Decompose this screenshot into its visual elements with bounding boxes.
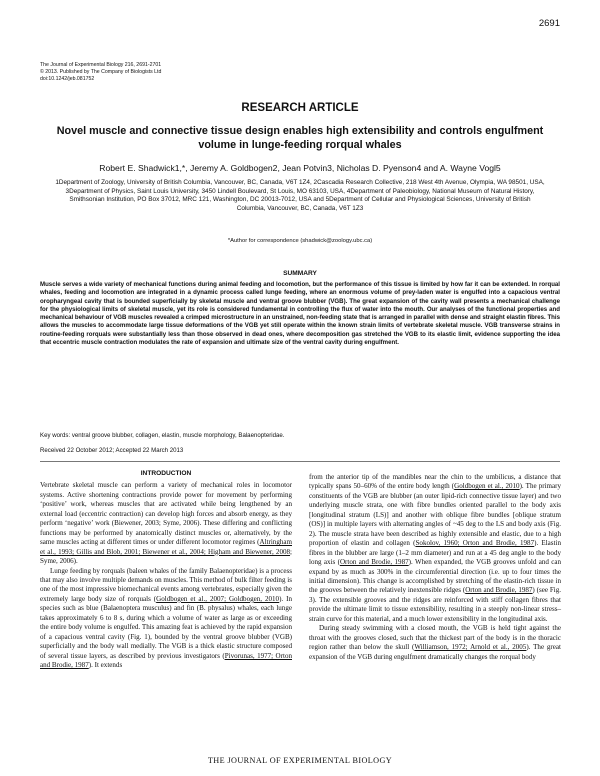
copyright-line: © 2013. Published by The Company of Biologists Ltd (40, 69, 162, 75)
section-divider (40, 461, 560, 462)
affiliations: 1Department of Zoology, University of British Columbia, Vancouver, BC, Canada, V6T 1Z4, 2Cascadia Research Collective, 218 West 4th Avenue, Olympia, WA 98501, USA, 3Department of Physics, Saint Louis University, 3450 Lindell Boulevard, St Louis, MO 63103, USA, 4Department of Paleobiology, National Museum of Natural History, Smithsonian Institution, PO Box 37012, MRC 121, Washington, DC 20013-7012, USA and 5Department of Cellular and Physiological Sciences, University of British Columbia, Vancouver, BC, Canada, V6T 1Z3 (55, 179, 545, 212)
summary-heading: SUMMARY (283, 270, 317, 277)
citation-link[interactable]: Goldbogen et al., 2010 (454, 482, 520, 491)
citation-link[interactable]: Williamson, 1972; Arnold et al., 2005 (414, 643, 527, 652)
received-dates: Received 22 October 2012; Accepted 22 March 2013 (40, 447, 184, 454)
citation-link[interactable]: Sokolov, 1960; Orton and Brodie, 1987 (415, 539, 535, 548)
introduction-heading: INTRODUCTION (140, 470, 192, 477)
correspondence[interactable]: *Author for correspondence (shadwick@zoology.ubc.ca) (227, 238, 373, 244)
paragraph: Lunge feeding by rorquals (baleen whales of the family Balaenopteridae) is a process that may also involve multiple demands on muscles. This method of bulk filter feeding is one of the most impressive biomechanical events among vertebrates, especially given the extremely large body size of rorquals (Goldbogen et al., 2007; Goldbogen, 2010). In species such as blue (Balaenoptera musculus) and fin (B. physalus) whales, each lunge takes approximately 6 to 8 s, during which a volume of water as large as or exceeding the entire body volume is engulfed. This amazing feat is achieved by the rapid expansion of a capacious ventral cavity (Fig. 1), bounded by the ventral groove blubber (VGB) superficially and the body wall medially. The VGB is a thick elastic structure composed of several tissue layers, as described by previous investigators (Pivorunas, 1977; Orton and Brodie, 1987). It extends (40, 566, 292, 670)
keywords: Key words: ventral groove blubber, collagen, elastin, muscle morphology, Balaenopteridae. (40, 432, 285, 439)
journal-meta (40, 62, 161, 83)
citation-link[interactable]: Orton and Brodie, 1987 (465, 586, 533, 595)
journal-footer: THE JOURNAL OF EXPERIMENTAL BIOLOGY (207, 756, 393, 765)
paragraph: Vertebrate skeletal muscle can perform a variety of mechanical roles in locomotor systems. Active shortening contractions provide power for movement by performing ‘positive’ work, whereas muscles that are activated while being lengthened by an external load (eccentric contraction) can develop high forces and absorb energy, as they perform ‘negative’ work (Biewener, 2003; Syme, 2006). These differing and conflicting functions may be performed by anatomically distinct muscles or, alternatively, by the same muscles acting at different times or under different locomotor regimes (Altringham et al., 1993; Gillis and Blob, 2001; Biewener et al., 2004; Higham and Biewener, 2008; Syme, 2006). (40, 481, 292, 566)
body-column-right (309, 473, 561, 662)
paragraph: from the anterior tip of the mandibles near the chin to the umbilicus, a distance that typically spans 50–60% of the entire body length (Goldbogen et al., 2010). The primary constituents of the VGB are blubber (an outer lipid-rich connective tissue layer) and two underlying muscle strata, one with fibre bundles oriented parallel to the body axis [longitudinal stratum (LS)] and another with oblique fibre bundles [oblique stratum (OS)] in multiple layers with alternating angles of ~45 deg to the LS and body axis (Fig. 2). The muscle strata have been described as highly extensible and elastic, due to a high proportion of elastin and collagen (Sokolov, 1960; Orton and Brodie, 1987). Elastin fibres in the blubber are large (1–2 mm diameter) and run at a 45 deg angle to the body long axis (Orton and Brodie, 1987). When expanded, the VGB grooves unfold and can expand by as much as 300% in the circumferential direction (i.e. up to four times the initial dimension). This change is accomplished by stretching of the elastin-rich tissue in the grooves between the relatively inextensible ridges (Orton and Brodie, 1987) (see Fig. 3). The extensible grooves and the ridges are reinforced with stiff collagen fibres that provide the ultimate limit to tissue extensibility, resulting in a steeply non-linear stress–strain curve for this material, and a much lower extensibility in the longitudinal axis. (309, 473, 562, 623)
doi-line[interactable]: doi:10.1242/jeb.081752 (40, 76, 95, 82)
author-list: Robert E. Shadwick1,*, Jeremy A. Goldbogen2, Jean Potvin3, Nicholas D. Pyenson4 and A. Wayne Vogl5 (99, 163, 501, 173)
page-number: 2691 (538, 18, 560, 29)
journal-citation: The Journal of Experimental Biology 216, 2691-2701 (40, 62, 162, 68)
paragraph: During steady swimming with a closed mouth, the VGB is held tight against the throat with the grooves closed, such that the thickest part of the body is in the thoracic region rather than below the skull (Williamson, 1972; Arnold et al., 2005). The great expansion of the VGB during engulfment dramatically changes the rorqual body (309, 624, 561, 661)
article-type: RESEARCH ARTICLE (241, 102, 359, 114)
citation-link[interactable]: Goldbogen et al., 2007; Goldbogen, 2010 (156, 594, 280, 603)
citation-link[interactable]: Orton and Brodie, 1987 (339, 558, 409, 567)
body-column-left (40, 469, 292, 671)
summary-text: Muscle serves a wide variety of mechanical functions during animal feeding and locomotion, but the performance of this tissue is limited by how far it can be extended. In rorqual whales, feeding and locomotion are integrated in a dynamic process called lunge feeding, where an enormous volume of prey-laden water is engulfed into a capacious ventral oropharyngeal cavity that is bounded superficially by skeletal muscle and ventral groove blubber (VGB). The great expansion of the cavity wall presents a mechanical challenge for the physiological limits of skeletal muscle, yet its role is considered fundamental in controlling the flux of water into the mouth. Our analyses of the functional properties and mechanical behaviour of VGB muscles revealed a crimped microstructure in an unstrained, non-feeding state that is arranged in parallel with dense and straight elastin fibres. This allows the muscles to accommodate large tissue deformations of the VGB yet still operate within the known strain limits of vertebrate skeletal muscle. VGB transverse strains in routine-feeding rorquals were substantially less than those observed in dead ones, where decomposition gas stretched the VGB to its elastic limit, evidence supporting the idea that eccentric muscle contraction modulates the rate of expansion and ultimate size of the ventral cavity during engulfment. (40, 281, 560, 346)
citation-link[interactable]: Pivorunas, 1977; Orton and Brodie, 1987 (40, 651, 292, 670)
article-title: Novel muscle and connective tissue design enables high extensibility and controls engulfment volume in lunge-feeding rorqual whales (56, 125, 544, 151)
citation-link[interactable]: Altringham et al., 1993; Gillis and Blob, 2001; Biewener et al., 2004; Higham and Biewener, 2008 (40, 538, 292, 556)
